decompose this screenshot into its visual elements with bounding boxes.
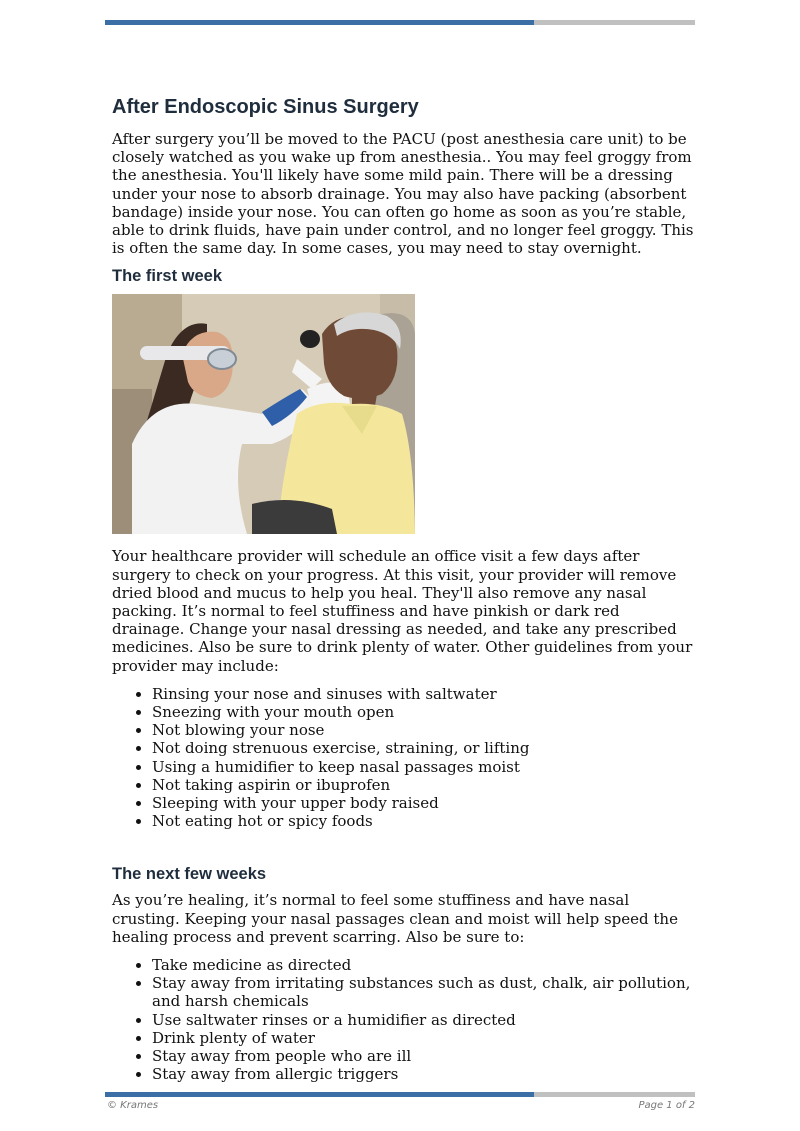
section-heading-next-few-weeks: The next few weeks xyxy=(112,865,267,884)
page-footer xyxy=(107,1100,695,1111)
list-item: • Stay away from allergic triggers xyxy=(152,1065,694,1083)
list-item: • Use saltwater rinses or a humidifier as directed xyxy=(152,1011,694,1029)
section-heading-first-week: The first week xyxy=(112,267,223,286)
photo-illustration xyxy=(112,294,415,534)
list-item: • Stay away from irritating substances such as dust, chalk, air pollution, and harsh chemicals xyxy=(152,974,694,1010)
next-weeks-list xyxy=(112,956,694,1083)
footer-copyright: © Krames xyxy=(107,1100,159,1111)
top-bar-blue-segment xyxy=(105,20,534,25)
next-weeks-paragraph: As you’re healing, it’s normal to feel some stuffiness and have nasal crusting. Keeping your nasal passages clean and moist will help speed the healing process and prevent scarring. Also be sure to: xyxy=(112,891,678,946)
list-item: • Rinsing your nose and sinuses with saltwater xyxy=(152,685,694,703)
list-item: • Not eating hot or spicy foods xyxy=(152,812,694,830)
first-week-list xyxy=(112,685,694,831)
page-title: After Endoscopic Sinus Surgery xyxy=(112,96,419,118)
bottom-bar-blue-segment xyxy=(105,1092,534,1097)
list-item: • Not blowing your nose xyxy=(152,721,694,739)
bottom-divider-bar xyxy=(105,1092,695,1097)
first-week-paragraph: Your healthcare provider will schedule an office visit a few days after surgery to check on your progress. At this visit, your provider will remove dried blood and mucus to help you heal. They'll also remove any nasal packing. It’s normal to feel stuffiness and have pinkish or dark red drainage. Change your nasal dressing as needed, and take any prescribed medicines. Also be sure to drink plenty of water. Other guidelines from your provider may include: xyxy=(112,547,693,675)
list-item: • Drink plenty of water xyxy=(152,1029,694,1047)
list-item: • Not taking aspirin or ibuprofen xyxy=(152,776,694,794)
bottom-bar-grey-segment xyxy=(534,1092,695,1097)
list-item: • Stay away from people who are ill xyxy=(152,1047,694,1065)
intro-paragraph: After surgery you’ll be moved to the PACU (post anesthesia care unit) to be closely watched as you wake up from anesthesia.. You may feel groggy from the anesthesia. You'll likely have some mild pain. There will be a dressing under your nose to absorb drainage. You may also have packing (absorbent bandage) inside your nose. You can often go home as soon as you’re stable, able to drink fluids, have pain under control, and no longer feel groggy. This is often the same day. In some cases, you may need to stay overnight. xyxy=(112,130,694,258)
top-bar-grey-segment xyxy=(534,20,695,25)
list-item: • Using a humidifier to keep nasal passages moist xyxy=(152,758,694,776)
list-item: • Sleeping with your upper body raised xyxy=(152,794,694,812)
footer-page-number: Page 1 of 2 xyxy=(638,1100,695,1111)
document-content xyxy=(112,94,694,1084)
list-item: • Take medicine as directed xyxy=(152,956,694,974)
doctor-examining-patient-photo xyxy=(112,294,415,534)
list-item: • Not doing strenuous exercise, straining, or lifting xyxy=(152,739,694,757)
list-item: • Sneezing with your mouth open xyxy=(152,703,694,721)
top-divider-bar xyxy=(105,20,695,25)
